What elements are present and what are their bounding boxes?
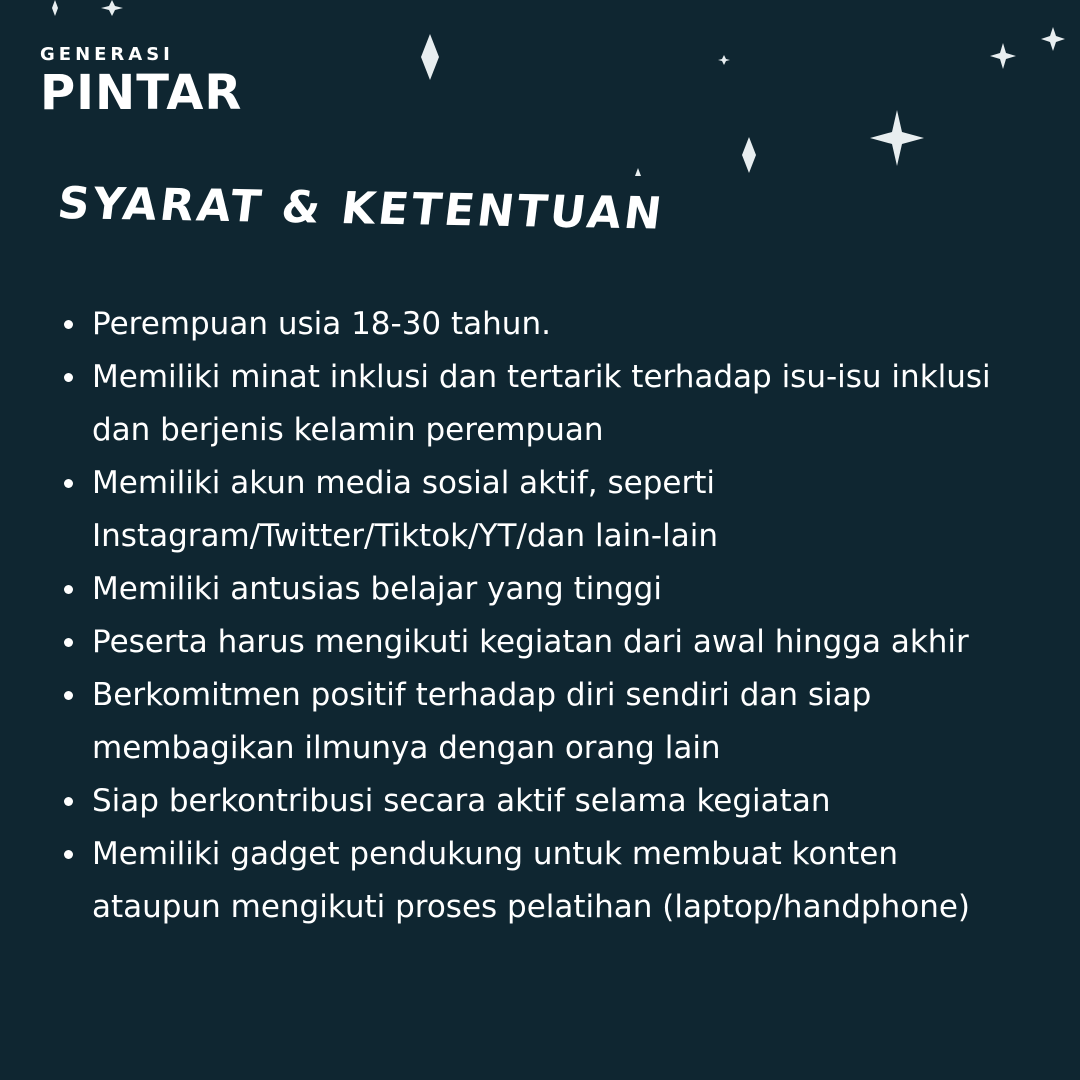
list-item — [60, 616, 1020, 669]
list-item-text: Memiliki antusias belajar yang tinggi — [92, 571, 662, 607]
list-item-text: Perempuan usia 18-30 tahun. — [92, 306, 551, 342]
sparkle-icon — [870, 110, 924, 166]
list-item — [60, 775, 1020, 828]
list-item — [60, 828, 1020, 934]
generasi-pintar-logo — [40, 44, 250, 121]
list-item-text: Memiliki akun media sosial aktif, seperti Instagram/Twitter/Tiktok/YT/dan lain-lain — [92, 465, 718, 554]
bullet-icon — [64, 585, 73, 594]
bullet-icon — [64, 638, 73, 647]
sparkle-icon — [101, 0, 123, 16]
bullet-icon — [64, 320, 73, 329]
requirements-list — [60, 298, 1020, 934]
logo-main-text: PINTAR — [40, 65, 243, 121]
list-item — [60, 669, 1020, 775]
list-item — [60, 298, 1020, 351]
list-item-text: Berkomitmen positif terhadap diri sendiri dan siap membagikan ilmunya dengan orang lain — [92, 677, 872, 766]
logo-top-text: GENERASI — [40, 44, 174, 65]
list-item-text: Memiliki minat inklusi dan tertarik terhadap isu-isu inklusi dan berjenis kelamin perempuan — [92, 359, 991, 448]
bullet-icon — [64, 373, 73, 382]
bullet-icon — [64, 691, 73, 700]
list-item — [60, 563, 1020, 616]
bullet-icon — [64, 797, 73, 806]
list-item-text: Siap berkontribusi secara aktif selama kegiatan — [92, 783, 831, 819]
sparkle-icon — [421, 34, 439, 80]
sparkle-icon — [1041, 27, 1065, 51]
bullet-icon — [64, 479, 73, 488]
sparkle-icon — [742, 137, 756, 173]
page-title: SYARAT & KETENTUAN — [54, 178, 668, 240]
sparkle-icon — [990, 43, 1016, 69]
bullet-icon — [64, 850, 73, 859]
list-item-text: Peserta harus mengikuti kegiatan dari awal hingga akhir — [92, 624, 969, 660]
sparkle-icon — [718, 55, 730, 65]
list-item — [60, 457, 1020, 563]
list-item — [60, 351, 1020, 457]
list-item-text: Memiliki gadget pendukung untuk membuat konten ataupun mengikuti proses pelatihan (laptop/handphone) — [92, 836, 971, 925]
sparkle-icon — [635, 168, 641, 176]
sparkle-icon — [52, 0, 58, 16]
